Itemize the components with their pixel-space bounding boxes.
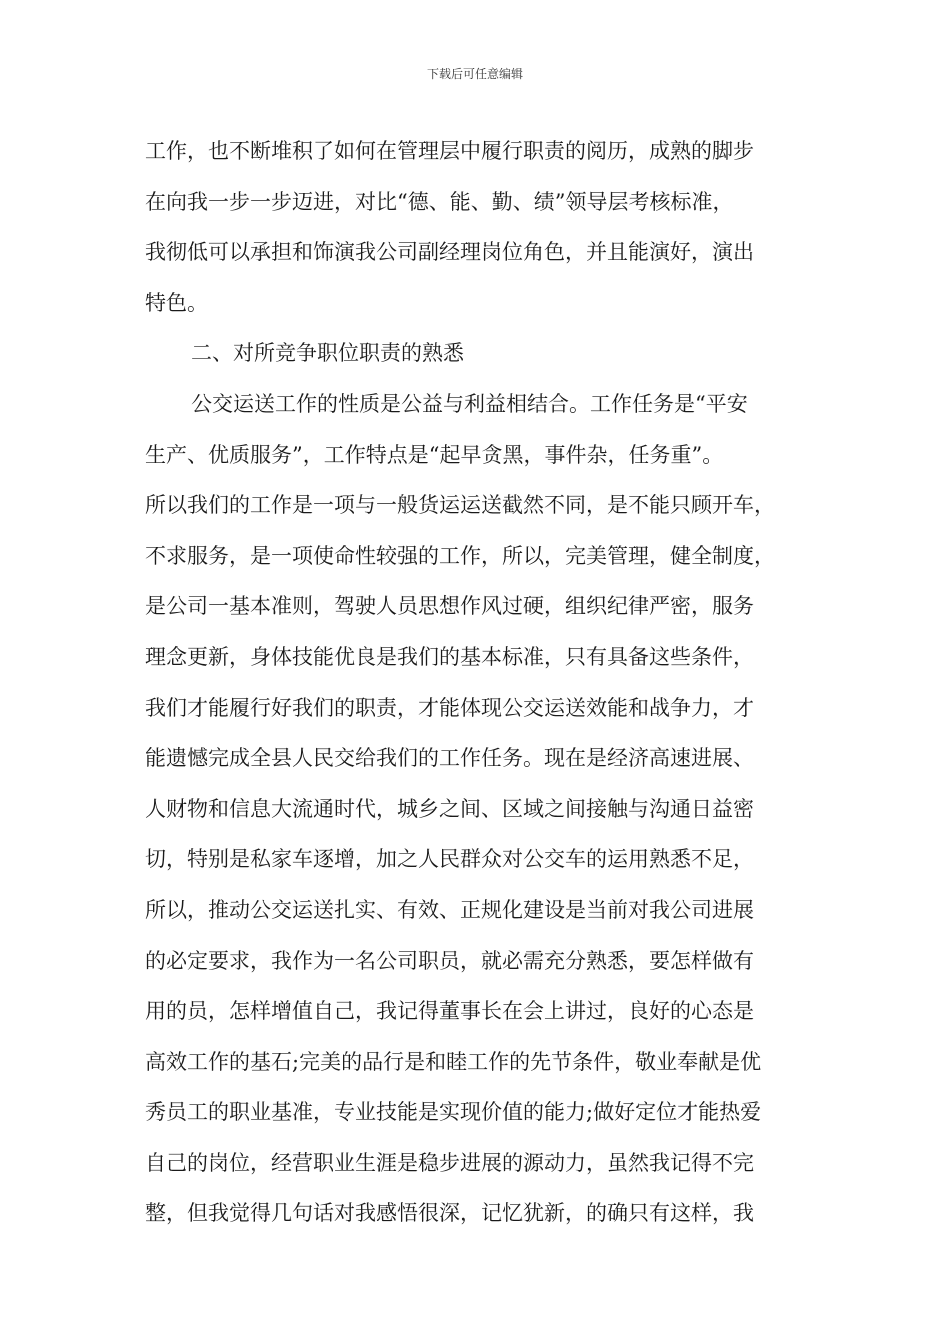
text-line: 是公司一基本准则，驾驶人员思想作风过硬，组织纪律严密，服务 (145, 594, 754, 619)
text-line: 二、对所竞争职位职责的熟悉 (191, 341, 464, 366)
text-line: 整，但我觉得几句话对我感悟很深，记忆犹新，的确只有这样，我 (145, 1201, 754, 1226)
text-line: 不求服务，是一项使命性较强的工作，所以，完美管理，健全制度， (145, 543, 775, 568)
text-line: 能遗憾完成全县人民交给我们的工作任务。现在是经济高速进展、 (145, 746, 754, 771)
text-line: 自己的岗位，经营职业生涯是稳步进展的源动力，虽然我记得不完 (145, 1150, 754, 1175)
text-line: 生产、优质服务”，工作特点是“起早贪黑，事件杂，任务重”。 (145, 442, 724, 467)
text-line: 我彻低可以承担和饰演我公司副经理岗位角色，并且能演好，演出 (145, 240, 754, 265)
text-line: 所以我们的工作是一项与一般货运运送截然不同，是不能只顾开车， (145, 493, 775, 518)
text-line: 秀员工的职业基准，专业技能是实现价值的能力;做好定位才能热爱 (145, 1100, 762, 1125)
text-line: 在向我一步一步迈进，对比“德、能、勤、绩”领导层考核标准， (145, 189, 734, 214)
page-header: 下载后可任意编辑 (426, 67, 523, 81)
text-line: 人财物和信息大流通时代，城乡之间、区域之间接触与沟通日益密 (145, 796, 754, 821)
text-line: 理念更新，身体技能优良是我们的基本标准，只有具备这些条件， (145, 644, 754, 669)
text-line: 的必定要求，我作为一名公司职员，就必需充分熟悉，要怎样做有 (145, 948, 754, 973)
text-line: 我们才能履行好我们的职责，才能体现公交运送效能和战争力，才 (145, 695, 754, 720)
text-line: 切，特别是私家车逐增，加之人民群众对公交车的运用熟悉不足， (145, 847, 754, 872)
document-body (145, 126, 817, 1239)
text-line: 特色。 (145, 290, 208, 315)
text-line: 所以，推动公交运送扎实、有效、正规化建设是当前对我公司进展 (145, 897, 754, 922)
text-line: 高效工作的基石;完美的品行是和睦工作的先节条件，敬业奉献是优 (145, 1049, 762, 1074)
text-line: 公交运送工作的性质是公益与利益相结合。工作任务是“平安 (191, 391, 748, 416)
text-line: 用的员，怎样增值自己，我记得董事长在会上讲过，良好的心态是 (145, 999, 754, 1024)
text-line: 工作，也不断堆积了如何在管理层中履行职责的阅历，成熟的脚步 (145, 139, 754, 163)
